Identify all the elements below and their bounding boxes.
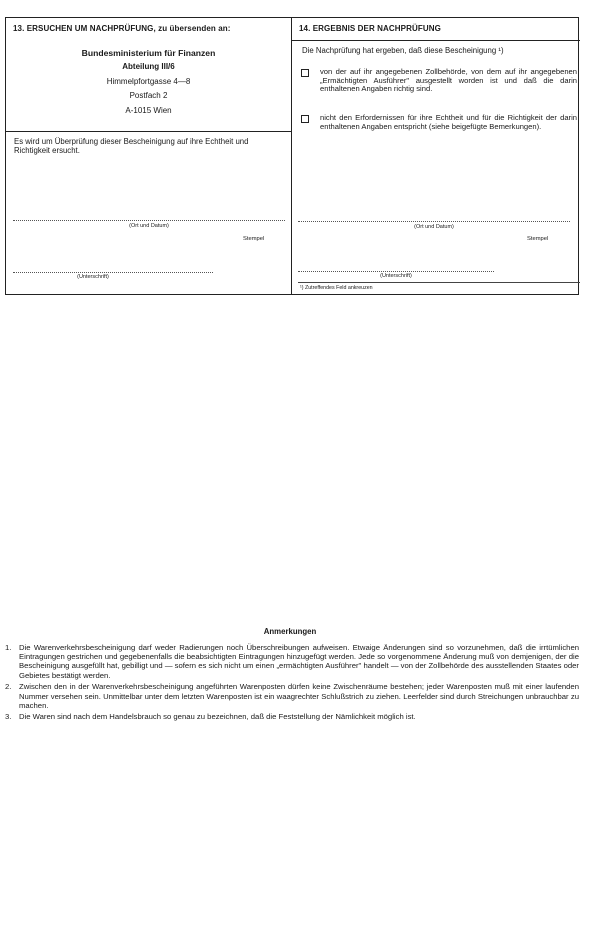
checkbox-option-1[interactable] <box>301 69 309 77</box>
place-date-line-13[interactable] <box>13 220 285 221</box>
result-option-1 <box>301 68 577 94</box>
result-option-2 <box>301 114 577 131</box>
recipient-address <box>6 48 291 120</box>
address-department: Abteilung III/6 <box>122 62 175 71</box>
verification-request-text: Es wird um Überprüfung dieser Bescheinigung auf ihre Echtheit und Richtigkeit ersucht. <box>14 137 249 155</box>
note-number: 1. <box>5 643 12 652</box>
column-divider <box>291 18 292 294</box>
result-intro: Die Nachprüfung hat ergeben, daß diese Bescheinigung ¹) <box>302 46 504 55</box>
place-date-caption-14: (Ort und Datum) <box>414 224 454 230</box>
notes-list <box>5 643 579 724</box>
address-postbox: Postfach 2 <box>129 91 168 100</box>
place-date-line-14[interactable] <box>298 221 570 222</box>
signature-caption-14: (Unterschrift) <box>380 273 412 279</box>
section13-heading: 13. ERSUCHEN UM NACHPRÜFUNG, zu übersenden an: <box>13 24 231 33</box>
signature-caption-13: (Unterschrift) <box>77 274 109 280</box>
footnote-rule <box>298 282 580 283</box>
note-item <box>5 682 579 710</box>
checkbox-option-2[interactable] <box>301 115 309 123</box>
footnote: ¹) Zutreffendes Feld ankreuzen <box>300 285 373 291</box>
note-number: 3. <box>5 712 12 722</box>
section13-divider <box>6 131 291 132</box>
section14-heading: 14. ERGEBNIS DER NACHPRÜFUNG <box>299 24 441 33</box>
note-number: 2. <box>5 682 12 692</box>
address-street: Himmelpfortgasse 4—8 <box>106 76 191 86</box>
notes-title: Anmerkungen <box>263 627 317 636</box>
note-text: Die Waren sind nach dem Handelsbrauch so genau zu bezeichnen, daß die Feststellung der Nämlichkeit möglich ist. <box>19 712 416 722</box>
section14-header-divider <box>292 40 580 41</box>
signature-line-14[interactable] <box>298 271 494 272</box>
note-item <box>5 712 579 721</box>
note-text: Die Warenverkehrsbescheinigung darf weder Radierungen noch Überschreibungen aufweisen. Etwaige Änderungen sind so vorzunehmen, daß die irrtümlichen Eintragungen gestrichen und gegebenenfalls die beabsichtigten Eintragungen hinzugefügt werden. Jede so vorgenommene Änderung muß von demjenigen, der die Bescheinigung ausgefüllt hat, gebilligt und — sofern es sich nicht um einen „ermächtigten Ausführer" handelt — von der Zollbehörde des ausstellenden Staates oder Gebietes bestätigt werden. <box>19 643 579 680</box>
stamp-label-13: Stempel <box>243 236 265 242</box>
address-name: Bundesministerium für Finanzen <box>81 48 216 58</box>
address-city: A-1015 Wien <box>125 105 172 115</box>
note-text: Zwischen den in der Warenverkehrsbescheinigung angeführten Warenposten dürfen keine Zwischenräume bestehen; jeder Warenposten muß mit einer laufenden Nummer versehen sein. Unmittelbar unter dem letzten Warenposten ist ein waagrechter Schlußstrich zu ziehen. Leerfelder sind durch Streichungen unbrauchbar zu machen. <box>19 682 579 710</box>
place-date-caption-13: (Ort und Datum) <box>129 223 169 229</box>
stamp-label-14: Stempel <box>527 236 549 242</box>
result-option-1-text: von der auf ihr angegebenen Zollbehörde, von dem auf ihr angegebenen „Ermächtigten Ausführer" ausgestellt worden ist und daß die darin enthaltenen Angaben richtig sind. <box>320 67 577 93</box>
result-option-2-text: nicht den Erfordernissen für ihre Echtheit und für die Richtigkeit der darin enthaltenen Angaben entspricht (siehe beigefügte Bemerkungen). <box>320 113 577 131</box>
signature-line-13[interactable] <box>13 272 213 273</box>
note-item <box>5 643 579 680</box>
verification-form <box>5 17 579 295</box>
